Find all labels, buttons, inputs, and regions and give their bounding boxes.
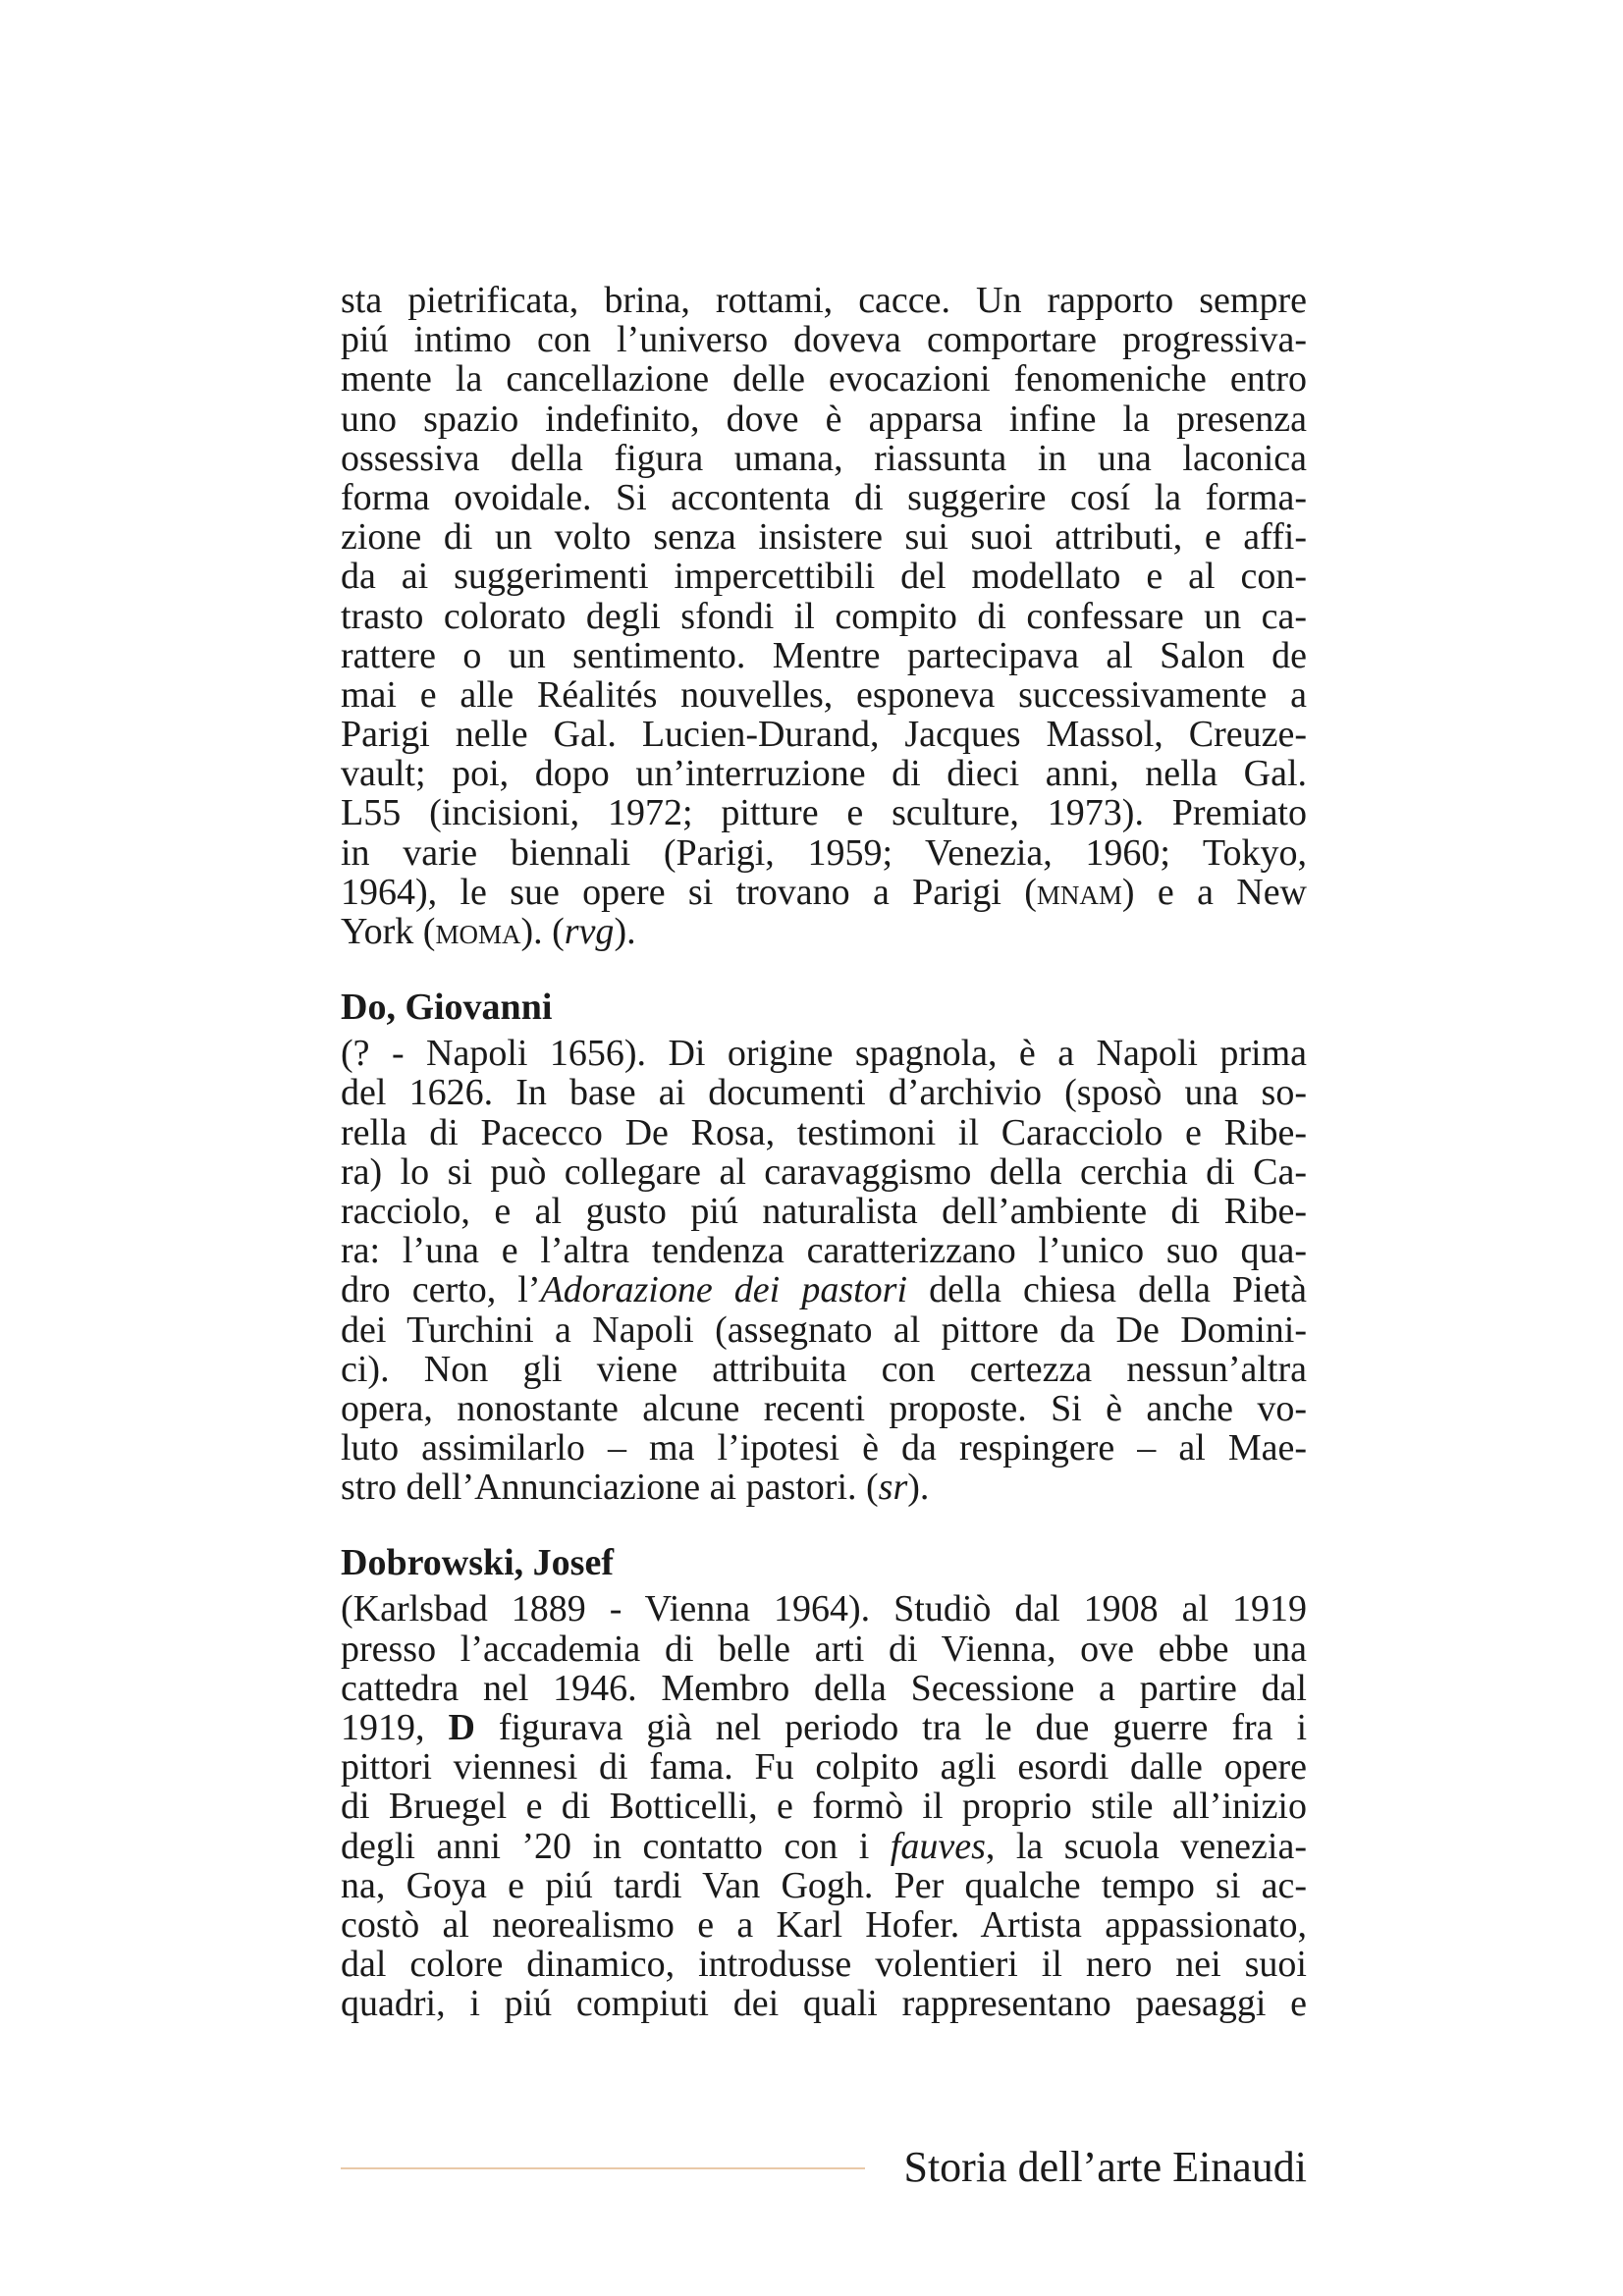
text-fragment: della chiesa della Pietà bbox=[907, 1269, 1308, 1311]
text-line: quadri, i piú compiuti dei quali rappresentano paesaggi e bbox=[341, 1983, 1307, 2025]
text-line: in varie biennali (Parigi, 1959; Venezia, 1960; Tokyo, bbox=[341, 831, 1307, 874]
text-line: dei Turchini a Napoli (assegnato al pittore da De Domini- bbox=[341, 1308, 1307, 1351]
text-line: mai e alle Réalités nouvelles, esponeva successivamente a bbox=[341, 673, 1307, 716]
text-line bbox=[341, 1827, 1307, 1866]
text-line: (Karlsbad 1889 - Vienna 1964). Studiò dal 1908 al 1919 bbox=[341, 1588, 1307, 1630]
art-movement-term: fauves bbox=[890, 1825, 986, 1867]
entry-heading: Do, Giovanni bbox=[341, 987, 553, 1029]
artwork-title: Adorazione dei pastori bbox=[540, 1269, 908, 1311]
text-line: na, Goya e piú tardi Van Gogh. Per qualche tempo si ac- bbox=[341, 1864, 1307, 1906]
paragraph-continuation bbox=[341, 281, 1307, 951]
text-fragment: , la scuola venezia- bbox=[985, 1825, 1307, 1867]
text-line: mente la cancellazione delle evocazioni fenomeniche entro bbox=[341, 358, 1307, 400]
footer-divider bbox=[341, 2167, 865, 2169]
text-fragment: 1964), le sue opere si trovano a Parigi ( bbox=[341, 871, 1037, 913]
text-fragment: degli anni ’20 in contatto con i bbox=[341, 1825, 891, 1867]
museum-abbreviation: mnam bbox=[1036, 871, 1122, 913]
text-line bbox=[341, 1708, 1307, 1747]
text-line: ra: l’una e l’altra tendenza caratterizzano l’unico suo qua- bbox=[341, 1230, 1307, 1272]
text-line bbox=[341, 873, 1307, 912]
text-line: luto assimilarlo – ma l’ipotesi è da respingere – al Mae- bbox=[341, 1427, 1307, 1469]
museum-abbreviation: moma bbox=[435, 911, 521, 952]
text-fragment: ) e a New bbox=[1121, 871, 1307, 913]
text-line: rella di Pacecco De Rosa, testimoni il Caracciolo e Ribe- bbox=[341, 1111, 1307, 1153]
entry-do-giovanni bbox=[341, 987, 1307, 1507]
footer-publication-title: Storia dell’arte Einaudi bbox=[903, 2143, 1307, 2191]
text-line: (? - Napoli 1656). Di origine spagnola, è a Napoli prima bbox=[341, 1033, 1307, 1075]
text-line: racciolo, e al gusto piú naturalista dell’ambiente di Ribe- bbox=[341, 1190, 1307, 1232]
text-line: piú intimo con l’universo doveva comportare progressiva- bbox=[341, 319, 1307, 361]
text-line: L55 (incisioni, 1972; pitture e sculture, 1973). Premiato bbox=[341, 792, 1307, 834]
text-line: ra) lo si può collegare al caravaggismo della cerchia di Ca- bbox=[341, 1150, 1307, 1193]
text-line: di Bruegel e di Botticelli, e formò il proprio stile all’inizio bbox=[341, 1786, 1307, 1828]
text-fragment: ). bbox=[614, 911, 636, 952]
text-fragment: ). bbox=[907, 1467, 930, 1509]
text-line: sta pietrificata, brina, rottami, cacce. Un rapporto sempre bbox=[341, 280, 1307, 321]
entry-heading: Dobrowski, Josef bbox=[341, 1542, 614, 1584]
text-fragment: figurava già nel periodo tra le due guerre fra i bbox=[474, 1707, 1308, 1748]
text-line bbox=[341, 1270, 1307, 1309]
text-fragment: stro dell’Annunciazione ai pastori. ( bbox=[341, 1467, 879, 1509]
text-line: vault; poi, dopo un’interruzione di dieci anni, nella Gal. bbox=[341, 753, 1307, 795]
entry-dobrowski-josef bbox=[341, 1542, 1307, 2023]
author-initials: rvg bbox=[564, 911, 615, 952]
text-fragment: ). ( bbox=[520, 911, 565, 952]
author-initials: sr bbox=[878, 1467, 908, 1509]
text-line: costò al neorealismo e a Karl Hofer. Artista appassionato, bbox=[341, 1903, 1307, 1946]
text-line: opera, nonostante alcune recenti proposte. Si è anche vo- bbox=[341, 1387, 1307, 1429]
text-line: trasto colorato degli sfondi il compito di confessare un ca- bbox=[341, 595, 1307, 637]
text-line: del 1626. In base ai documenti d’archivio (sposò una so- bbox=[341, 1072, 1307, 1114]
text-line: rattere o un sentimento. Mentre partecipava al Salon de bbox=[341, 634, 1307, 676]
text-fragment: York ( bbox=[341, 911, 436, 952]
text-line bbox=[341, 1468, 1307, 1507]
text-line: dal colore dinamico, introdusse volentieri il nero nei suoi bbox=[341, 1944, 1307, 1986]
article-text bbox=[341, 281, 1307, 2024]
text-line: presso l’accademia di belle arti di Vienna, ove ebbe una bbox=[341, 1628, 1307, 1670]
text-line: ci). Non gli viene attribuita con certezza nessun’altra bbox=[341, 1348, 1307, 1390]
text-line: da ai suggerimenti impercettibili del modellato e al con- bbox=[341, 556, 1307, 598]
text-fragment: dro certo, l’ bbox=[341, 1269, 541, 1311]
subject-initial: D bbox=[448, 1707, 475, 1748]
text-line: pittori viennesi di fama. Fu colpito agli esordi dalle opere bbox=[341, 1746, 1307, 1789]
text-line: zione di un volto senza insistere sui suoi attributi, e affi- bbox=[341, 516, 1307, 559]
text-line: Parigi nelle Gal. Lucien-Durand, Jacques Massol, Creuze- bbox=[341, 714, 1307, 756]
text-line bbox=[341, 912, 1307, 951]
text-fragment: 1919, bbox=[341, 1707, 449, 1748]
text-line: ossessiva della figura umana, riassunta in una laconica bbox=[341, 437, 1307, 479]
text-line: forma ovoidale. Si accontenta di suggerire cosí la forma- bbox=[341, 476, 1307, 518]
text-line: uno spazio indefinito, dove è apparsa infine la presenza bbox=[341, 398, 1307, 440]
text-line: cattedra nel 1946. Membro della Secessione a partire dal bbox=[341, 1667, 1307, 1709]
